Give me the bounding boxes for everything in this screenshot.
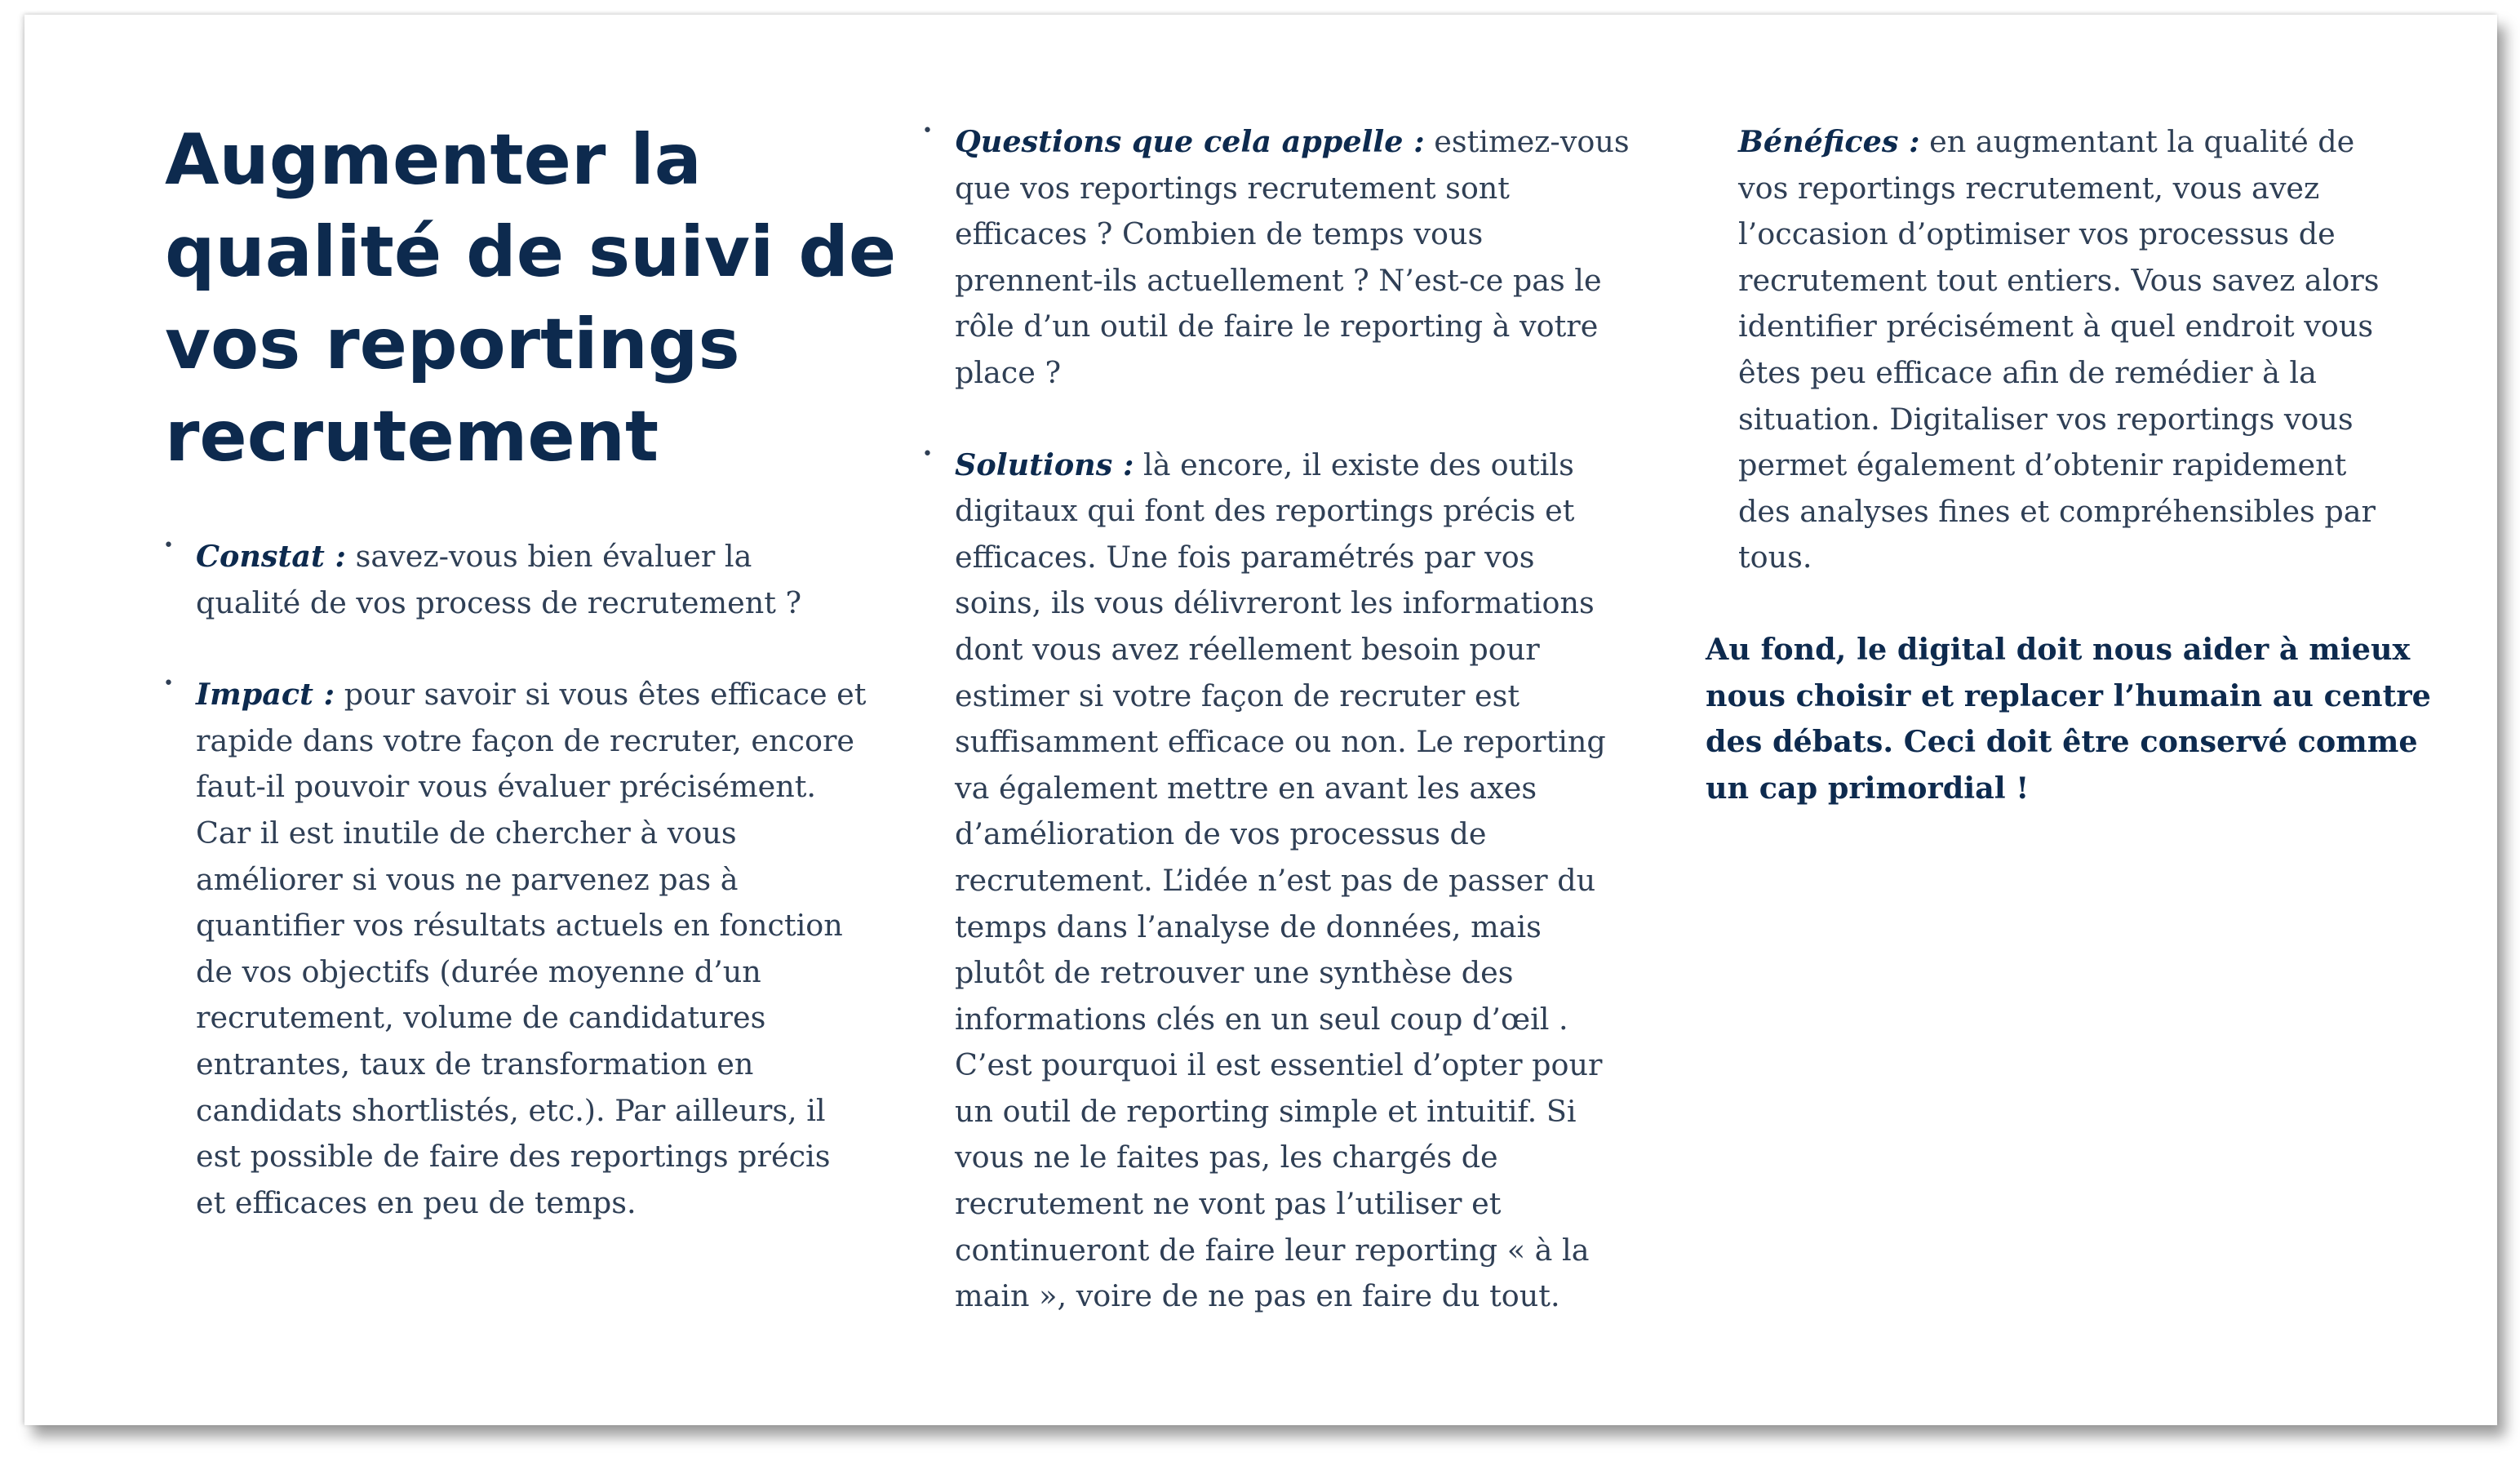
bullet-line: soins, ils vous délivreront les informations [955, 585, 1595, 621]
bullet-questions [922, 119, 1657, 397]
paragraph-line [1738, 119, 2424, 166]
bullet-list [163, 534, 881, 1226]
bullet-line: informations clés en un seul coup d’œil . [955, 1001, 1568, 1037]
bullet-line: recrutement ne vont pas l’utiliser et [955, 1186, 1502, 1222]
slide-page [24, 15, 2497, 1425]
bullet-line: est possible de faire des reportings précis [196, 1139, 831, 1175]
title-line: Augmenter la [165, 119, 702, 201]
conclusion-line: nous choisir et replacer l’humain au centre [1706, 677, 2431, 713]
bullet-solutions [922, 442, 1657, 1320]
paragraph-line: situation. Digitaliser vos reportings vous [1738, 401, 2354, 437]
paragraph-lead: Bénéfices : [1738, 124, 1920, 159]
bullet-line: que vos reportings recrutement sont [955, 170, 1510, 206]
bullet-line: entrantes, taux de transformation en [196, 1046, 754, 1082]
bullet-line: quantifier vos résultats actuels en fonction [196, 908, 843, 944]
bullet-line: de vos objectifs (durée moyenne d’un [196, 953, 761, 989]
bullet-constat [163, 534, 881, 626]
title-line: vos reportings [165, 304, 740, 385]
conclusion-line: un cap primordial ! [1706, 770, 2030, 806]
bullet-lead: Questions que cela appelle : [955, 124, 1425, 159]
bullet-line [955, 442, 1657, 489]
bullet-text: là encore, il existe des outils [1134, 446, 1574, 482]
bullet-line: améliorer si vous ne parvenez pas à [196, 861, 739, 897]
bullet-text: savez-vous bien évaluer la [346, 539, 752, 574]
bullet-impact [163, 672, 881, 1226]
bullet-icon: • [163, 535, 174, 556]
conclusion-line: des débats. Ceci doit être conservé comme [1706, 724, 2418, 760]
bullet-text: pour savoir si vous êtes efficace et [335, 677, 867, 713]
bullet-line: main », voire de ne pas en faire du tout. [955, 1278, 1560, 1314]
conclusion-paragraph [1706, 627, 2431, 811]
paragraph-text: en augmentant la qualité de [1919, 124, 2355, 159]
bullet-line: estimer si votre façon de recruter est [955, 677, 1520, 713]
bullet-lead: Constat : [196, 539, 347, 574]
bullet-line [196, 534, 881, 580]
paragraph-line: permet également d’obtenir rapidement [1738, 447, 2347, 483]
bullet-text: estimez-vous [1424, 124, 1630, 159]
bullet-line: candidats shortlistés, etc.). Par ailleurs, il [196, 1092, 826, 1128]
bullet-list [922, 119, 1657, 1320]
paragraph-line: vos reportings recrutement, vous avez [1738, 170, 2320, 206]
paragraph-line: tous. [1738, 540, 1812, 575]
bullet-line: efficaces ? Combien de temps vous [955, 216, 1484, 252]
paragraph-line: des analyses fines et compréhensibles par [1738, 493, 2376, 529]
bullet-line: prennent-ils actuellement ? N’est-ce pas le [955, 262, 1602, 298]
bullet-line: et efficaces en peu de temps. [196, 1184, 637, 1220]
bullet-line: rapide dans votre façon de recruter, encore [196, 722, 854, 758]
column-left [163, 534, 881, 1272]
bullet-line [955, 119, 1657, 166]
page-title [165, 114, 916, 483]
paragraph-line: identifier précisément à quel endroit vous [1738, 309, 2374, 344]
title-line: qualité de suivi de [165, 211, 897, 293]
bullet-icon: • [163, 673, 174, 695]
bullet-line: dont vous avez réellement besoin pour [955, 631, 1540, 667]
bullet-line: rôle d’un outil de faire le reporting à votre [955, 309, 1599, 344]
bullet-line: place ? [955, 354, 1062, 390]
bullet-icon: • [922, 121, 933, 141]
column-right [1706, 119, 2431, 811]
bullet-line: qualité de vos process de recrutement ? [196, 584, 802, 620]
bullet-lead: Solutions : [955, 446, 1134, 482]
bullet-line: plutôt de retrouver une synthèse des [955, 955, 1514, 991]
bullet-lead: Impact : [196, 677, 335, 713]
title-line: recrutement [165, 396, 659, 478]
bullet-line: suffisamment efficace ou non. Le reporting [955, 724, 1606, 760]
bullet-line: d’amélioration de vos processus de [955, 816, 1487, 852]
bullet-line: un outil de reporting simple et intuitif. Si [955, 1093, 1577, 1129]
conclusion-line: Au fond, le digital doit nous aider à mieux [1706, 631, 2411, 667]
bullet-line: continueront de faire leur reporting « à la [955, 1232, 1590, 1268]
benefices-paragraph [1706, 119, 2424, 581]
bullet-line: vous ne le faites pas, les chargés de [955, 1139, 1498, 1175]
bullet-line: Car il est inutile de chercher à vous [196, 815, 737, 851]
paragraph-line: êtes peu efficace afin de remédier à la [1738, 354, 2317, 390]
paragraph-line: recrutement tout entiers. Vous savez alors [1738, 262, 2380, 298]
bullet-line: recrutement. L’idée n’est pas de passer du [955, 862, 1596, 898]
bullet-line: temps dans l’analyse de données, mais [955, 908, 1542, 944]
bullet-line: C’est pourquoi il est essentiel d’opter pour [955, 1047, 1603, 1083]
bullet-line: digitaux qui font des reportings précis et [955, 493, 1575, 529]
bullet-line: faut-il pouvoir vous évaluer précisément. [196, 769, 816, 805]
bullet-line [196, 672, 881, 718]
bullet-line: va également mettre en avant les axes [955, 770, 1537, 806]
bullet-line: efficaces. Une fois paramétrés par vos [955, 539, 1535, 575]
bullet-line: recrutement, volume de candidatures [196, 1000, 766, 1036]
paragraph-line: l’occasion d’optimiser vos processus de [1738, 216, 2336, 252]
column-middle [922, 119, 1657, 1366]
bullet-icon: • [922, 443, 933, 464]
